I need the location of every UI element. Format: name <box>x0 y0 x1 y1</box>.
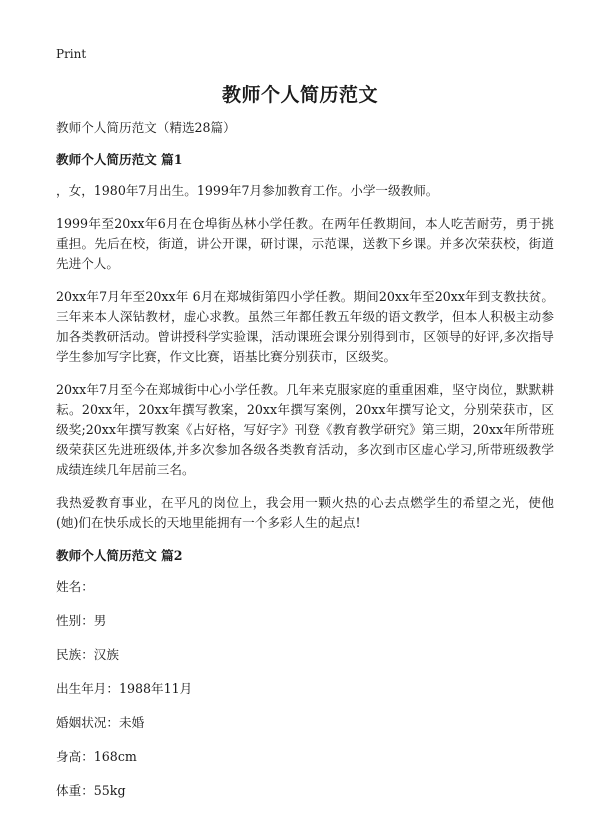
print-link[interactable]: Print <box>56 47 87 61</box>
section-heading-2: 教师个人简历范文 篇2 <box>56 548 183 563</box>
document-subtitle: 教师个人简历范文（精选28篇） <box>56 120 236 135</box>
field-birthdate <box>56 679 554 699</box>
field-value: 男 <box>93 613 107 628</box>
field-height <box>56 747 554 767</box>
field-value: 汉族 <box>93 647 119 662</box>
field-gender <box>56 611 554 631</box>
paragraph: 1999年至20xx年6月在仓埠街丛林小学任教。在两年任教期间，本人吃苦耐劳，勇于挑重担。先后在校，街道，讲公开课，研讨课，示范课，送教下乡课。并多次荣获校，街道先进个人。 <box>56 216 554 271</box>
field-label: 民族： <box>56 647 94 662</box>
document-title: 教师个人简历范文 <box>221 84 378 106</box>
field-value: 55kg <box>93 783 126 798</box>
field-value: 1988年11月 <box>118 681 193 696</box>
field-value: 未婚 <box>118 715 145 730</box>
field-weight <box>56 781 554 801</box>
paragraph: 20xx年7月年至20xx年 6月在郑城街第四小学任教。期间20xx年至20xx年到支教扶贫。三年来本人深钻教材，虚心求教。虽然三年都任教五年级的语文教学，但本人积极主动参加各类教研活动。曾讲授科学实验课，活动课班会课分别得到市，区领导的好评,多次指导学生参加写字比赛，作文比赛，语基比赛分别获市，区级奖。 <box>56 289 554 364</box>
field-label: 婚姻状况： <box>56 715 119 730</box>
field-label: 体重： <box>56 783 94 798</box>
field-label: 性别： <box>56 613 94 628</box>
field-name <box>56 577 554 597</box>
document-body <box>56 118 554 815</box>
field-label: 出生年月： <box>56 681 119 696</box>
field-ethnicity <box>56 645 554 665</box>
paragraph: 我热爱教育事业，在平凡的岗位上，我会用一颗火热的心去点燃学生的希望之光，使他(她)们在快乐成长的天地里能拥有一个多彩人生的起点! <box>56 495 554 530</box>
section-heading-1: 教师个人简历范文 篇1 <box>56 152 183 167</box>
field-label: 姓名： <box>56 579 94 594</box>
field-marital-status <box>56 713 554 733</box>
field-label: 身高： <box>56 749 94 764</box>
field-value: 168cm <box>93 749 137 764</box>
paragraph: 20xx年7月至今在郑城街中心小学任教。几年来克服家庭的重重困难，坚守岗位，默默耕耘。20xx年，20xx年撰写教案，20xx年撰写案例，20xx年撰写论文，分别荣获市，区级奖;20xx年撰写教案《占好格，写好字》刊登《教育教学研究》第三期，20xx年所带班级荣获区先进班级体,并多次参加各级各类教育活动，多次到市区虚心学习,所带班级教学成绩连续几年居前三名。 <box>56 382 554 477</box>
paragraph: ，女，1980年7月出生。1999年7月参加教育工作。小学一级教师。 <box>56 183 439 198</box>
